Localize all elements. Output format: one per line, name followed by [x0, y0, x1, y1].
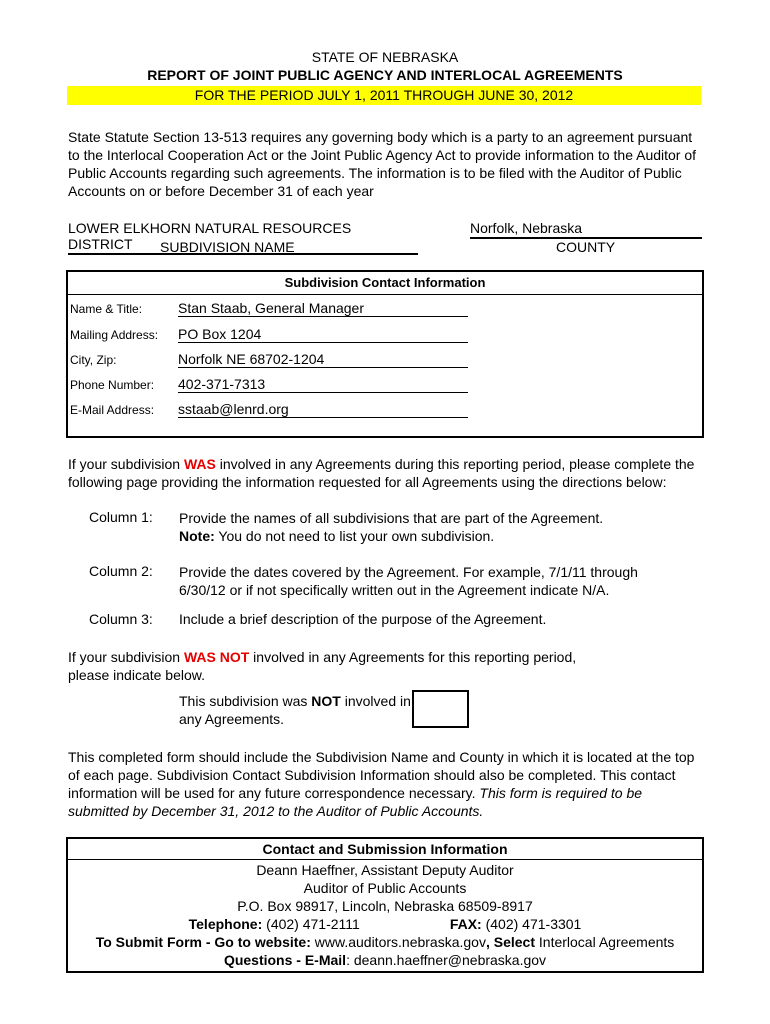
telephone-label: Telephone:	[188, 916, 263, 932]
column-2-line1: Provide the dates covered by the Agreement. For example, 7/1/11 through	[179, 564, 638, 580]
not-involved-text	[179, 692, 411, 728]
subdivision-name-value: LOWER ELKHORN NATURAL RESOURCES DISTRICT	[68, 220, 418, 255]
submit-tail: Interlocal Agreements	[535, 934, 675, 950]
auditor-address: P.O. Box 98917, Lincoln, Nebraska 68509-8917	[237, 898, 533, 914]
mailing-address-field[interactable]: PO Box 1204	[178, 326, 468, 343]
column-2-label: Column 2:	[89, 563, 153, 579]
questions-line	[68, 951, 702, 969]
phone-number-field[interactable]: 402-371-7313	[178, 376, 468, 393]
intro-paragraph: State Statute Section 13-513 requires any governing body which is a party to an agreement pursuant to the Interlocal Cooperation Act or the Joint Public Agency Act to provide information to the Auditor of Public Accounts regarding such agreements. The information is to be filed with the Auditor of Public Accounts on or before December 31 of each year	[68, 129, 697, 199]
was-not-suffix: involved in any Agreements for this reporting period,	[249, 649, 577, 665]
was-keyword: WAS	[183, 456, 216, 472]
phone-number-label: Phone Number:	[70, 378, 155, 392]
name-title-label: Name & Title:	[70, 302, 143, 316]
phone-fax-line	[68, 915, 702, 933]
column-1-note-label: Note:	[179, 528, 215, 544]
was-instructions	[68, 455, 704, 491]
column-3-text: Include a brief description of the purpose of the Agreement.	[179, 611, 547, 627]
submission-title: Contact and Submission Information	[68, 839, 702, 860]
contact-info-box	[66, 270, 704, 438]
state-heading: STATE OF NEBRASKA	[311, 49, 459, 65]
column-3-label: Column 3:	[89, 611, 153, 627]
city-zip-field[interactable]: Norfolk NE 68702-1204	[178, 351, 468, 368]
submit-line	[68, 933, 702, 951]
was-not-instructions	[68, 648, 704, 684]
submission-info-box	[66, 837, 704, 973]
was-prefix: If your subdivision	[68, 456, 184, 472]
completion-note-text: This completed form should include the Subdivision Name and County in which it is located at the top of each page. Subdivision Contact Subdivision Information should also be completed. This contact information will be used for any future correspondence necessary.	[68, 749, 695, 801]
telephone-value: (402) 471-2111	[262, 916, 360, 932]
submit-label: To Submit Form - Go to website:	[95, 934, 311, 950]
auditor-office: Auditor of Public Accounts	[303, 880, 467, 896]
column-2-text	[179, 563, 699, 599]
city-zip-label: City, Zip:	[70, 353, 117, 367]
was-not-prefix: If your subdivision	[68, 649, 184, 665]
name-title-field[interactable]: Stan Staab, General Manager	[178, 300, 468, 317]
email-address-label: E-Mail Address:	[70, 403, 155, 417]
not-involved-b: involved in	[340, 693, 411, 709]
column-1-note-text: You do not need to list your own subdivision.	[214, 528, 495, 544]
column-1-label: Column 1:	[89, 509, 153, 525]
submit-website-link[interactable]: www.auditors.nebraska.gov	[310, 934, 486, 950]
report-title: REPORT OF JOINT PUBLIC AGENCY AND INTERLOCAL AGREEMENTS	[147, 67, 623, 83]
fax-label: FAX:	[449, 916, 482, 932]
contact-info-title: Subdivision Contact Information	[68, 272, 702, 295]
email-address-field[interactable]: sstaab@lenrd.org	[178, 401, 468, 418]
county-value: Norfolk, Nebraska	[470, 220, 702, 239]
subdivision-name-label: SUBDIVISION NAME	[160, 239, 295, 255]
not-involved-line2: any Agreements.	[179, 711, 285, 727]
was-not-line2: please indicate below.	[68, 667, 205, 683]
mailing-address-label: Mailing Address:	[70, 328, 159, 342]
completion-note-deadline: This form is required to be submitted by December 31, 2012 to the Auditor of Public Accounts.	[68, 785, 643, 819]
county-label: COUNTY	[556, 239, 616, 255]
was-not-keyword: WAS NOT	[183, 649, 250, 665]
column-2-line2: 6/30/12 or if not specifically written out in the Agreement indicate N/A.	[179, 582, 610, 598]
auditor-name: Deann Haeffner, Assistant Deputy Auditor	[256, 862, 514, 878]
completion-note	[68, 748, 704, 820]
was-suffix: involved in any Agreements during this reporting period, please complete the following page providing the information requested for all Agreements using the directions below:	[68, 456, 695, 490]
not-involved-bold: NOT	[311, 693, 341, 709]
not-involved-checkbox[interactable]	[412, 690, 469, 728]
column-1-line1: Provide the names of all subdivisions that are part of the Agreement.	[179, 510, 604, 526]
questions-email-link[interactable]: : deann.haeffner@nebraska.gov	[346, 952, 547, 968]
submit-select: , Select	[485, 934, 535, 950]
fax-value: (402) 471-3301	[481, 916, 582, 932]
column-1-text	[179, 509, 699, 545]
period-banner: FOR THE PERIOD JULY 1, 2011 THROUGH JUNE 30, 2012	[67, 86, 701, 105]
questions-label: Questions - E-Mail	[223, 952, 347, 968]
not-involved-a: This subdivision was	[179, 693, 312, 709]
